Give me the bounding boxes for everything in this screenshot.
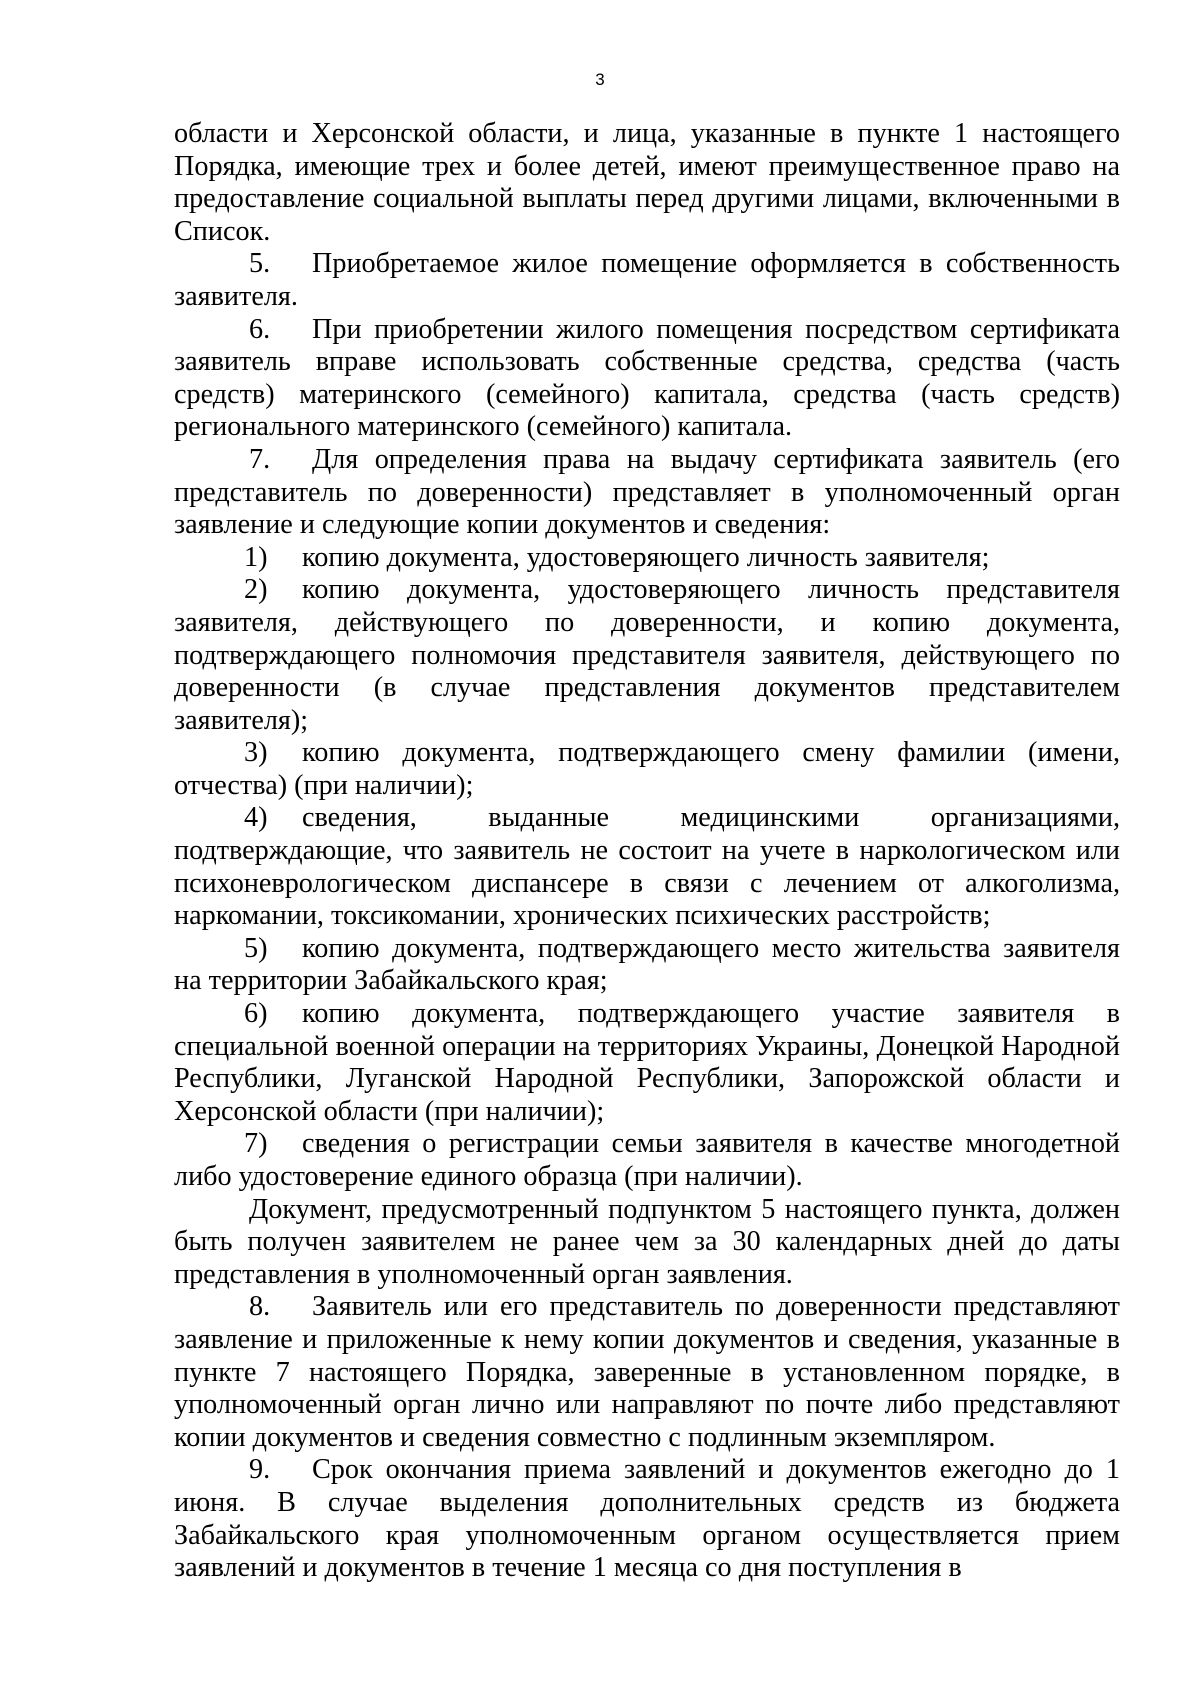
paragraph-text: Для определения права на выдачу сертификата заявитель (его представитель по доверенности) представляет в уполномоченный орган заявление и следующие копии документов и сведения: — [174, 443, 1120, 541]
subitem-text: копию документа, подтверждающего смену фамилии (имени, отчества) (при наличии); — [174, 737, 1120, 801]
subitem-number: 3) — [244, 737, 268, 769]
subitem-text: копию документа, подтверждающего место жительства заявителя на территории Забайкальского края; — [174, 932, 1120, 997]
subitem-number: 2) — [244, 574, 268, 606]
subitem-number: 1) — [244, 541, 268, 573]
paragraph-text: При приобретении жилого помещения посредством сертификата заявитель вправе использовать собственные средства, средства (часть средств) материнского (семейного) капитала, средства (часть средств) регионального материнского (семейного) капитала. — [174, 313, 1120, 443]
paragraph-number: 8. — [249, 1291, 271, 1323]
subitem-number: 7) — [244, 1128, 268, 1160]
paragraph-9 — [174, 1454, 1120, 1584]
paragraph-continuation: области и Херсонской области, и лица, указанные в пункте 1 настоящего Порядка, имеющие трех и более детей, имеют преимущественное право на предоставление социальной выплаты перед другими лицами, включенными в Список. — [174, 118, 1120, 247]
subitem-text: копию документа, удостоверяющего личность представителя заявителя, действующего по доверенности, и копию документа, подтверждающего полномочия представителя заявителя, действующего по доверенности (в случае представления документов представителем заявителя); — [174, 574, 1120, 736]
subitem-number: 5) — [244, 932, 268, 964]
subitem-7 — [174, 1128, 1120, 1193]
paragraph-text: Срок окончания приема заявлений и документов ежегодно до 1 июня. В случае выделения дополнительных средств из бюджета Забайкальского края уполномоченным органом осуществляется прием заявлений и документов в течение 1 месяца со дня поступления в — [174, 1454, 1120, 1584]
paragraph-8 — [174, 1291, 1120, 1454]
paragraph-text: Приобретаемое жилое помещение оформляется в собственность заявителя. — [174, 248, 1120, 312]
paragraph-5 — [174, 248, 1120, 313]
paragraph-text: Заявитель или его представитель по доверенности представляют заявление и приложенные к нему копии документов и сведения, указанные в пункте 7 настоящего Порядка, заверенные в установленном порядке, в уполномоченный орган лично или направляют по почте либо представляют копии документов и сведения совместно с подлинным экземпляром. — [174, 1291, 1120, 1453]
paragraph-number: 6. — [249, 313, 271, 345]
subitem-number: 6) — [244, 998, 268, 1030]
subitem-text: копию документа, удостоверяющего личность заявителя; — [302, 541, 990, 573]
paragraph-7 — [174, 444, 1120, 542]
subitem-1 — [174, 542, 1120, 575]
subitem-text: копию документа, подтверждающего участие заявителя в специальной военной операции на территориях Украины, Донецкой Народной Республики, Луганской Народной Республики, Запорожской области и Херсонской области (при наличии); — [174, 998, 1120, 1127]
subitem-text: сведения о регистрации семьи заявителя в качестве многодетной либо удостоверение единого образца (при наличии). — [174, 1128, 1120, 1192]
document-validity-note: Документ, предусмотренный подпунктом 5 настоящего пункта, должен быть получен заявителем не ранее чем за 30 календарных дней до даты представления в уполномоченный орган заявления. — [174, 1193, 1120, 1290]
paragraph-number: 5. — [249, 248, 271, 280]
document-body — [174, 118, 1120, 1585]
subitem-4 — [174, 802, 1120, 932]
subitem-5 — [174, 933, 1120, 998]
subitem-6 — [174, 998, 1120, 1128]
subitem-text: сведения, выданные медицинскими организациями, подтверждающие, что заявитель не состоит на учете в наркологическом или психоневрологическом диспансере в связи с лечением от алкоголизма, наркомании, токсикомании, хронических психических расстройств; — [174, 802, 1120, 932]
page-number: 3 — [595, 70, 605, 89]
subitem-number: 4) — [244, 802, 268, 834]
subitem-2 — [174, 574, 1120, 737]
paragraph-6 — [174, 314, 1120, 444]
paragraph-number: 7. — [249, 443, 271, 475]
subitem-3 — [174, 737, 1120, 802]
paragraph-number: 9. — [249, 1454, 271, 1486]
